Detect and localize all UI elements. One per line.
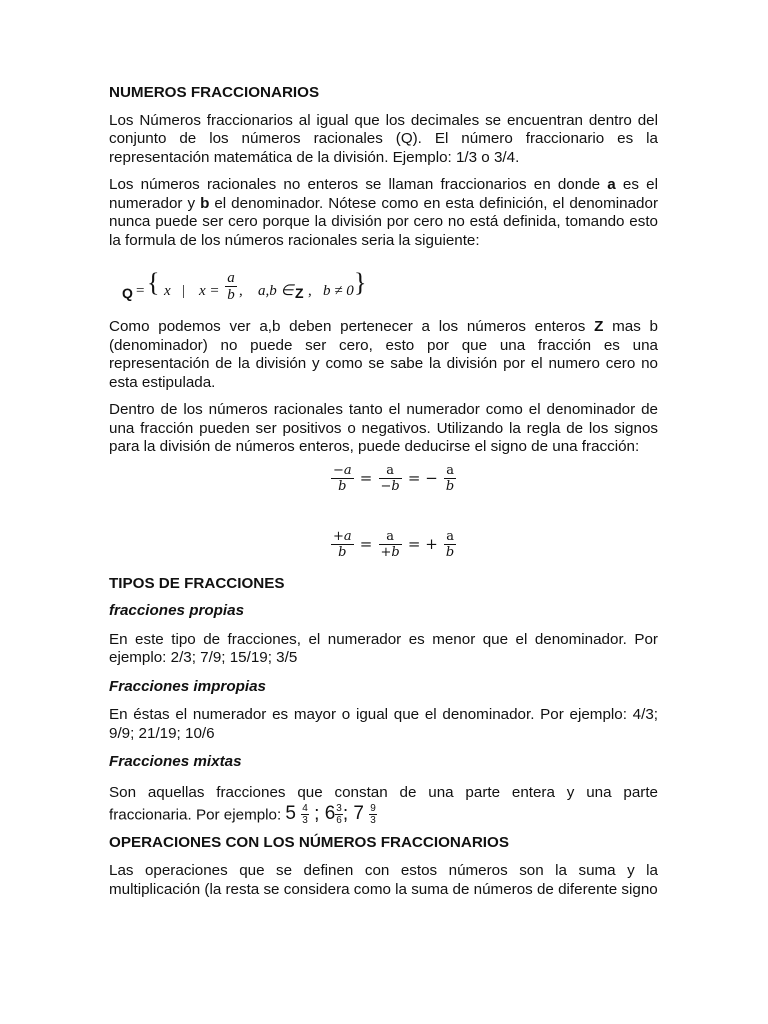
mixed-number	[285, 803, 308, 824]
text-fragment: es el numerador y	[109, 176, 658, 212]
text-fragment: mas b (denominador) no puede ser cero, esto por que una fracción es una representación de la división y como se sabe la división por el numero cero no esta estipulada.	[109, 318, 658, 391]
fraction	[444, 463, 456, 494]
fraction	[379, 529, 402, 560]
sign-rule-positive	[109, 529, 658, 569]
paragraph-operaciones: Las operaciones que se definen con estos números son la suma y la multiplicación (la resta se considera como la suma de números de diferente signo	[109, 862, 658, 898]
fraction	[301, 803, 309, 826]
formula-equals: =	[136, 283, 145, 299]
formula-fraction	[225, 270, 237, 303]
fraction	[331, 463, 354, 494]
fraction	[379, 463, 402, 494]
paragraph-mixtas	[109, 782, 658, 826]
numerator: a	[379, 463, 402, 479]
paragraph-intro: Los Números fraccionarios al igual que los decimales se encuentran dentro del conjunto de los números racionales (Q). El número fraccionario es la representación matemática de la división. Ejemplo: 1/3 o 3/4.	[109, 111, 658, 166]
separator: ;	[342, 803, 354, 825]
formula-comma: ,	[239, 283, 243, 299]
formula-open-brace: {	[147, 268, 160, 297]
numerator: 4	[302, 802, 308, 814]
bold-b: b	[200, 194, 210, 212]
numerator: a	[379, 529, 402, 545]
formula-q-symbol: Q	[122, 285, 133, 301]
whole-part: 5	[285, 803, 296, 825]
denominator: b	[338, 478, 347, 494]
bold-a: a	[607, 176, 616, 193]
denominator: +b	[380, 544, 400, 560]
fraction	[331, 529, 354, 560]
paragraph-impropias: En éstas el numerador es mayor o igual que el denominador. Por ejemplo: 4/3; 9/9; 21/19; 10/6	[109, 706, 658, 742]
equation-negative	[331, 463, 456, 494]
fraction	[369, 803, 377, 826]
subtitle-fracciones-impropias: Fracciones impropias	[109, 677, 266, 695]
title-numeros-fraccionarios: NUMEROS FRACCIONARIOS	[109, 84, 320, 101]
operator: = +	[407, 534, 438, 553]
text-fragment: Los números racionales no enteros se llaman fraccionarios en donde	[109, 176, 608, 193]
denominator: −b	[380, 478, 400, 494]
denominator: b	[338, 544, 347, 560]
operator: =	[359, 534, 373, 553]
equation-positive	[331, 529, 456, 560]
mixed-number	[353, 803, 376, 824]
operator: =	[359, 468, 373, 487]
text-fragment: Son aquellas fracciones que constan de una parte entera y una parte fraccionaria. Por ejemplo:	[109, 783, 658, 824]
text-fragment: Como podemos ver a,b deben pertenecer a los números enteros	[109, 318, 595, 335]
formula-b-not-zero: b ≠ 0	[323, 283, 354, 299]
bold-z: Z	[594, 318, 604, 335]
formula-z-symbol: Z	[295, 285, 304, 301]
text-fragment: el denominador. Nótese como en esta definición, el denominador nunca puede ser cero porque la división por cero no está definida, tomando esto la formula de los números racionales seria la siguiente:	[109, 194, 658, 249]
numerator: 3	[336, 802, 342, 814]
formula-fraction-numerator: a	[227, 270, 235, 286]
whole-part: 6	[324, 803, 336, 825]
formula-fraction-denominator: b	[227, 287, 235, 303]
subtitle-fracciones-propias: fracciones propias	[109, 602, 245, 619]
denominator: 3	[302, 814, 308, 826]
mixed-number	[325, 803, 343, 824]
denominator: 3	[370, 814, 376, 826]
whole-part: 7	[353, 803, 364, 825]
denominator: b	[445, 544, 455, 560]
numerator: a	[444, 463, 456, 479]
denominator: 6	[336, 814, 342, 826]
numerator: 9	[370, 802, 376, 814]
paragraph-signs: Dentro de los números racionales tanto el numerador como el denominador de una fracción pueden ser positivos o negativos. Utilizando la regla de los signos para la división de números enteros, puede deducirse el signo de una fracción:	[109, 401, 658, 455]
separator: ;	[308, 803, 325, 825]
formula-close-brace: }	[354, 268, 367, 297]
paragraph-propias: En este tipo de fracciones, el numerador es menor que el denominador. Por ejemplo: 2/3; 7/9; 15/19; 3/5	[109, 630, 658, 666]
formula-pipe: |	[182, 283, 186, 299]
formula-comma: ,	[308, 283, 312, 299]
paragraph-integers	[109, 318, 658, 392]
formula-ab-in: a,b ∈	[258, 283, 294, 299]
formula-x: x	[164, 283, 171, 299]
fraction	[444, 529, 456, 560]
numerator: +a	[333, 528, 352, 544]
title-operaciones: OPERACIONES CON LOS NÚMEROS FRACCIONARIOS	[109, 833, 509, 851]
sign-rule-negative	[109, 463, 658, 503]
paragraph-definition	[109, 176, 658, 250]
fraction	[335, 803, 343, 826]
operator: = −	[407, 468, 438, 487]
denominator: b	[445, 478, 455, 494]
numerator: −a	[333, 462, 352, 478]
formula-x-equals: x =	[199, 283, 220, 299]
title-tipos-de-fracciones: TIPOS DE FRACCIONES	[109, 574, 285, 592]
rational-numbers-formula	[109, 268, 658, 312]
subtitle-fracciones-mixtas: Fracciones mixtas	[109, 753, 242, 770]
numerator: a	[444, 529, 456, 545]
document-page	[109, 84, 658, 899]
